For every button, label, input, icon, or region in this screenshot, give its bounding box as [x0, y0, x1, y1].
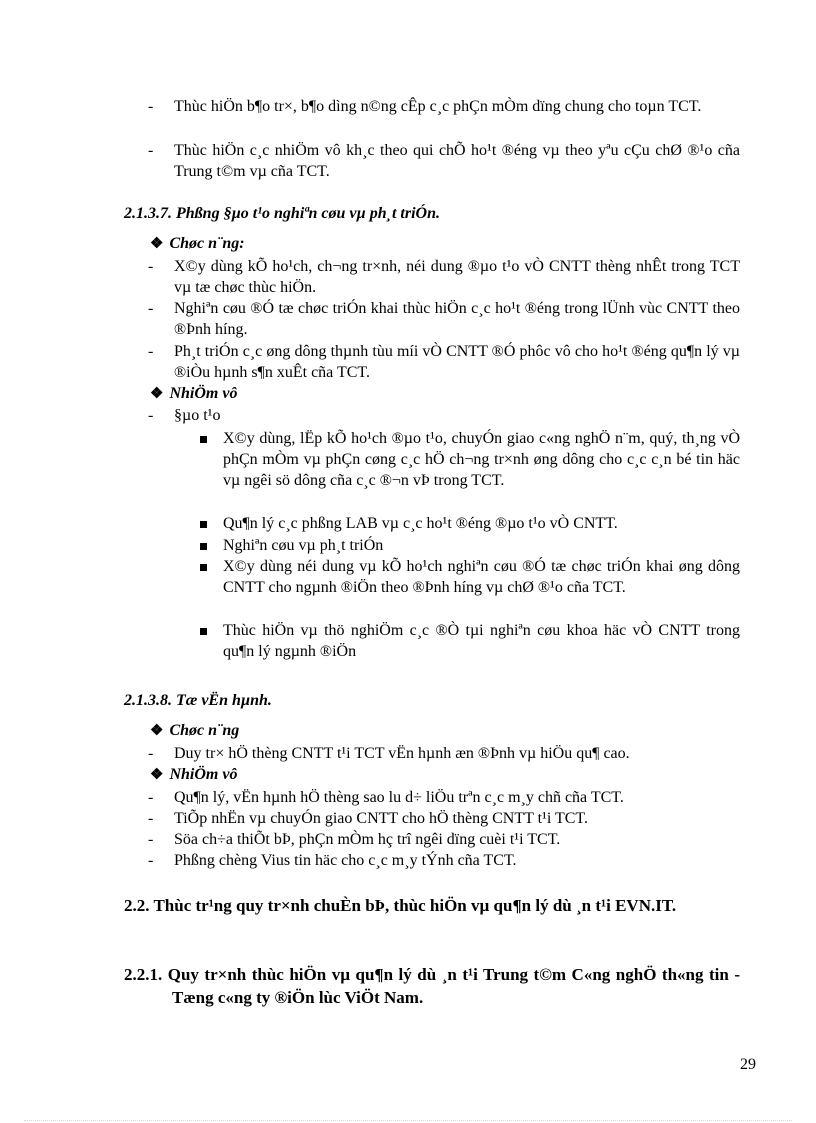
list-item — [148, 850, 740, 871]
list-item — [148, 808, 740, 829]
dash-bullet: - — [148, 142, 154, 159]
function-heading-text: Chøc n¨ng: — [169, 235, 245, 252]
sub-list-item-text: Qu¶n lý c¸c phßng LAB vµ c¸c ho¹t ®éng ®µo t¹o vÒ CNTT. — [223, 515, 618, 532]
list-item — [148, 743, 740, 764]
section-heading-2-2: 2.2. Thùc tr¹ng quy tr×nh chuÈn bÞ, thùc hiÖn vµ qu¶n lý dù ¸n t¹i EVN.IT. — [124, 896, 677, 915]
sub-list-item — [196, 513, 740, 534]
dash-bullet: - — [148, 258, 154, 275]
list-item — [148, 256, 740, 298]
list-item-text: X©y dùng kÕ ho¹ch, ch¬ng tr×nh, néi dung ®µo t¹o vÒ CNTT thèng nhÊt trong TCT vµ tæ chøc thùc hiÖn. — [174, 258, 740, 296]
list-item — [148, 298, 740, 340]
diamond-bullet-icon: ❖ — [150, 386, 164, 402]
section-heading-2-2-1-text: 2.2.1. Quy tr×nh thùc hiÖn vµ qu¶n lý dù ¸n t¹i Trung t©m C«ng nghÖ th«ng tin - Tæng c«ng ty ®iÖn lùc ViÖt Nam. — [124, 965, 740, 1007]
sub-list-item — [196, 556, 740, 598]
diamond-bullet-icon: ❖ — [150, 767, 164, 783]
list-item — [148, 787, 740, 808]
dash-bullet: - — [148, 98, 154, 115]
list-item-text: Phßng chèng Vius tin häc cho c¸c m¸y tÝnh cña TCT. — [174, 852, 517, 869]
function-heading-text: Chøc n¨ng — [169, 722, 240, 739]
square-bullet-icon — [200, 628, 207, 635]
dash-bullet: - — [148, 789, 154, 806]
list-item-text: Thùc hiÖn b¶o tr×, b¶o dìng n©ng cÊp c¸c phÇn mÒm dïng chung cho toµn TCT. — [174, 98, 702, 115]
list-item — [148, 829, 740, 850]
duty-heading-text: NhiÖm vô — [169, 385, 238, 402]
list-item-text: Qu¶n lý, vËn hµnh hÖ thèng sao lu d÷ liÖu trªn c¸c m¸y chñ cña TCT. — [174, 789, 624, 806]
dash-bullet: - — [148, 831, 154, 848]
section-heading-2-1-3-7: 2.1.3.7. Phßng §µo t¹o nghiªn cøu vµ ph¸t triÓn. — [124, 205, 440, 222]
function-heading — [150, 721, 239, 740]
section-heading-2-1-3-8: 2.1.3.8. Tæ vËn hµnh. — [124, 692, 272, 709]
duty-heading — [150, 765, 237, 784]
sub-list-item-text: Thùc hiÖn vµ thö nghiÖm c¸c ®Ò tµi nghiªn cøu khoa häc vÒ CNTT trong qu¶n lý ngµnh ®iÖn — [223, 622, 740, 660]
diamond-bullet-icon: ❖ — [150, 723, 164, 739]
duty-heading-text: NhiÖm vô — [169, 766, 238, 783]
sub-list-item — [196, 535, 740, 556]
dash-bullet: - — [148, 343, 154, 360]
diamond-bullet-icon: ❖ — [150, 236, 164, 252]
dash-bullet: - — [148, 407, 154, 424]
list-item — [148, 140, 740, 182]
square-bullet-icon — [200, 564, 207, 571]
square-bullet-icon — [200, 436, 207, 443]
function-heading — [150, 234, 245, 253]
sub-list-item — [196, 428, 740, 491]
list-item-text: Thùc hiÖn c¸c nhiÖm vô kh¸c theo qui chÕ ho¹t ®éng vµ theo yªu cÇu chØ ®¹o cña Trung t©m vµ cña TCT. — [174, 142, 740, 180]
sub-list-item-text: Nghiªn cøu vµ ph¸t triÓn — [223, 537, 384, 554]
list-item-text: TiÕp nhËn vµ chuyÓn giao CNTT cho hÖ thèng CNTT t¹i TCT. — [174, 810, 589, 827]
list-item-text: Nghiªn cøu ®Ó tæ chøc triÓn khai thùc hiÖn c¸c ho¹t ®éng trong lÜnh vùc CNTT theo ®Þnh híng. — [174, 300, 740, 338]
square-bullet-icon — [200, 543, 207, 550]
list-item — [148, 405, 740, 426]
sub-list-item-text: X©y dùng, lËp kÕ ho¹ch ®µo t¹o, chuyÓn giao c«ng nghÖ n¨m, quý, th¸ng vÒ phÇn mÒm vµ phÇn cøng c¸c hÖ ch¬ng tr×nh øng dông cho c¸c c¸n bé tin häc vµ ngêi sö dông cña c¸c ®¬n vÞ trong TCT. — [223, 430, 740, 489]
dash-bullet: - — [148, 810, 154, 827]
sub-list-item — [196, 620, 740, 662]
square-bullet-icon — [200, 521, 207, 528]
duty-heading — [150, 384, 237, 403]
list-item-text: Söa ch÷a thiÕt bÞ, phÇn mÒm hç trî ngêi dïng cuèi t¹i TCT. — [174, 831, 561, 848]
list-item-text: Ph¸t triÓn c¸c øng dông thµnh tùu míi vÒ CNTT ®Ó phôc vô cho ho¹t ®éng qu¶n lý vµ ®iÒu hµnh s¶n xuÊt cña TCT. — [174, 343, 740, 381]
list-item — [148, 96, 740, 117]
dash-bullet: - — [148, 745, 154, 762]
list-item-text: Duy tr× hÖ thèng CNTT t¹i TCT vËn hµnh æn ®Þnh vµ hiÖu qu¶ cao. — [174, 745, 630, 762]
dash-bullet: - — [148, 300, 154, 317]
page-number: 29 — [740, 1056, 756, 1073]
section-heading-2-2-1 — [124, 963, 740, 1009]
dash-bullet: - — [148, 852, 154, 869]
list-item-text: §µo t¹o — [174, 407, 221, 424]
footer-divider — [24, 1120, 792, 1121]
list-item — [148, 341, 740, 383]
sub-list-item-text: X©y dùng néi dung vµ kÕ ho¹ch nghiªn cøu ®Ó tæ chøc triÓn khai øng dông CNTT cho ngµnh ®iÖn theo ®Þnh híng vµ chØ ®¹o cña TCT. — [223, 558, 740, 596]
